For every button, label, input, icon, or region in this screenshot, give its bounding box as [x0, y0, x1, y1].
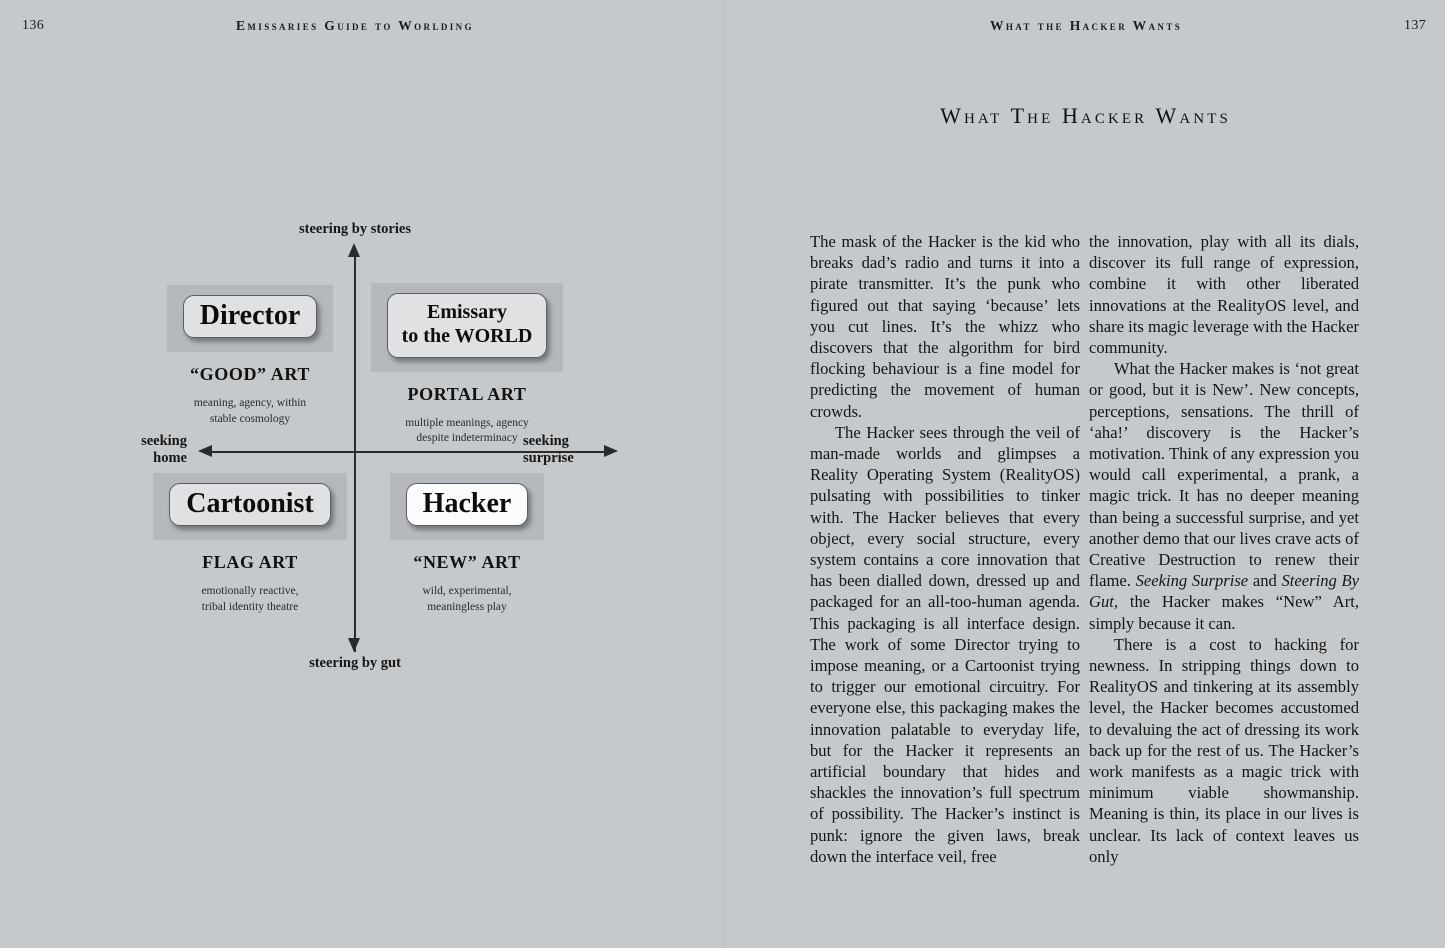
quadrant-desc-hacker	[367, 584, 567, 614]
chip-director[interactable]	[183, 295, 318, 338]
chip-halo-director	[167, 285, 334, 352]
paragraph-3-pre: What the Hacker makes is ‘not great or good, but it is New’. New concepts, perceptions, sensations. The thrill of ‘aha!’ discovery is the Hacker’s motivation. Think of any expression you would call experimental, a prank, a magic trick. It has no deeper meaning than being a successful surprise, and yet another demo that our lives crave acts of Creative Destruction to renew their flame.	[1089, 359, 1359, 591]
paragraph-3-mid: and	[1248, 571, 1282, 591]
running-head-left: Emissaries Guide to Worlding	[236, 18, 474, 33]
chip-halo-emissary	[371, 283, 564, 372]
chapter-title: What The Hacker Wants	[940, 103, 1231, 128]
axis-label-left-line1: seeking	[141, 433, 187, 449]
folio-left: 136	[22, 18, 45, 33]
quadrant-desc-cartoonist-line2: tribal identity theatre	[201, 600, 299, 613]
quadrant-desc-hacker-line2: meaningless play	[427, 600, 507, 613]
chip-emissary-label-line2: to the WORLD	[401, 325, 533, 348]
chip-hacker-label: Hacker	[422, 488, 512, 519]
quadrant-desc-director-line2: stable cosmology	[209, 412, 291, 425]
quadrant-desc-emissary-line1: multiple meanings, agency	[405, 416, 529, 429]
quadrant-desc-cartoonist-line1: emotionally reactive,	[201, 585, 299, 598]
quadrant-type-hacker: “NEW” ART	[413, 552, 521, 573]
axis-label-top: steering by stories	[299, 221, 411, 237]
page-gutter-seam	[722, 0, 724, 948]
quadrant-cartoonist	[150, 473, 350, 615]
chip-halo-hacker	[390, 473, 545, 540]
chip-cartoonist[interactable]	[169, 483, 331, 526]
paragraph-1: The mask of the Hacker is the kid who breaks dad’s radio and turns it into a pirate transmitter. It’s the punk who figured out that saying ‘because’ lets you cut lines. It’s the whizz who discovers that the algorithm for bird flocking behaviour is a fine model for predicting the movement of human crowds.	[810, 232, 1080, 421]
arrow-up-icon	[348, 243, 360, 257]
quadrant-desc-cartoonist	[150, 584, 350, 614]
paragraph-3-italic-1: Seeking Surprise	[1135, 571, 1249, 591]
arrow-left-icon	[198, 445, 212, 457]
quadrant-desc-hacker-line1: wild, experimental,	[422, 585, 512, 598]
quadrant-desc-emissary	[367, 416, 567, 446]
running-head-right: What the Hacker Wants	[990, 18, 1183, 33]
quadrant-desc-director-line1: meaning, agency, within	[193, 397, 307, 410]
axis-label-left-line2: home	[153, 450, 187, 467]
paragraph-4: There is a cost to hacking for newness. In stripping things down to RealityOS and tinkering at its assembly level, the Hacker becomes accustomed to devaluing the act of dressing its work back up for the rest of us. The Hacker’s work manifests as a magic trick with minimum viable showmanship. Meaning is thin, its place in our lives is unclear. Its lack of context leaves us only	[1089, 634, 1359, 866]
quadrant-desc-director	[150, 396, 350, 426]
paragraph-3	[1089, 358, 1359, 634]
quadrant-type-director: “GOOD” ART	[190, 364, 310, 385]
quadrant-desc-emissary-line2: despite indeterminacy	[416, 431, 518, 444]
axis-label-left	[17, 433, 187, 467]
quadrant-emissary	[367, 283, 567, 446]
chip-cartoonist-label: Cartoonist	[186, 488, 314, 519]
chip-emissary-label-line1: Emissary	[427, 301, 507, 323]
chip-emissary[interactable]	[387, 293, 548, 358]
axis-label-right-line1: seeking	[523, 433, 569, 449]
quadrant-director	[150, 285, 350, 427]
quadrant-type-cartoonist: FLAG ART	[202, 552, 298, 573]
paragraph-3-italic-2: Steering By Gut	[1089, 571, 1359, 612]
paragraph-3-post: , the Hacker makes “New” Art, simply because it can.	[1089, 592, 1359, 633]
folio-right: 137	[1404, 18, 1427, 33]
axis-label-bottom: steering by gut	[309, 655, 401, 671]
arrow-down-icon	[348, 638, 360, 652]
chip-director-label: Director	[199, 300, 301, 331]
quadrant-diagram	[95, 221, 655, 685]
quadrant-hacker	[367, 473, 567, 615]
chip-halo-cartoonist	[153, 473, 347, 540]
axis-label-right-line2: surprise	[523, 450, 574, 467]
body-column-1	[810, 231, 1080, 867]
body-column-2	[1089, 231, 1359, 867]
paragraph-2-part-a: The Hacker sees through the veil of man-made worlds and glimpses a Reality Operating System (RealityOS) pulsating with possibilities to tinker with. The Hacker believes that every object, every social structure, every system contains a core innovation that has been dialled down, dressed up and packaged for an all-too-human agenda. This packaging is all interface design. The work of some Director trying to impose meaning, or a Cartoonist trying to trigger our emotional circuitry. For everyone else, this packaging makes the innovation palatable to everyday life, but for the Hacker it represents an artificial boundary that hides and shackles the innovation’s full spectrum of possibility. The Hacker’s instinct is punk: ignore the given laws, break down the interface veil, free	[810, 422, 1080, 866]
chip-hacker[interactable]	[406, 483, 529, 526]
quadrant-type-emissary: PORTAL ART	[407, 383, 527, 404]
paragraph-2-part-b: the innovation, play with all its dials, discover its full range of expression, combine it with other liberated innovations at the RealityOS level, and share its magic leverage with the Hacker community.	[1089, 232, 1359, 358]
